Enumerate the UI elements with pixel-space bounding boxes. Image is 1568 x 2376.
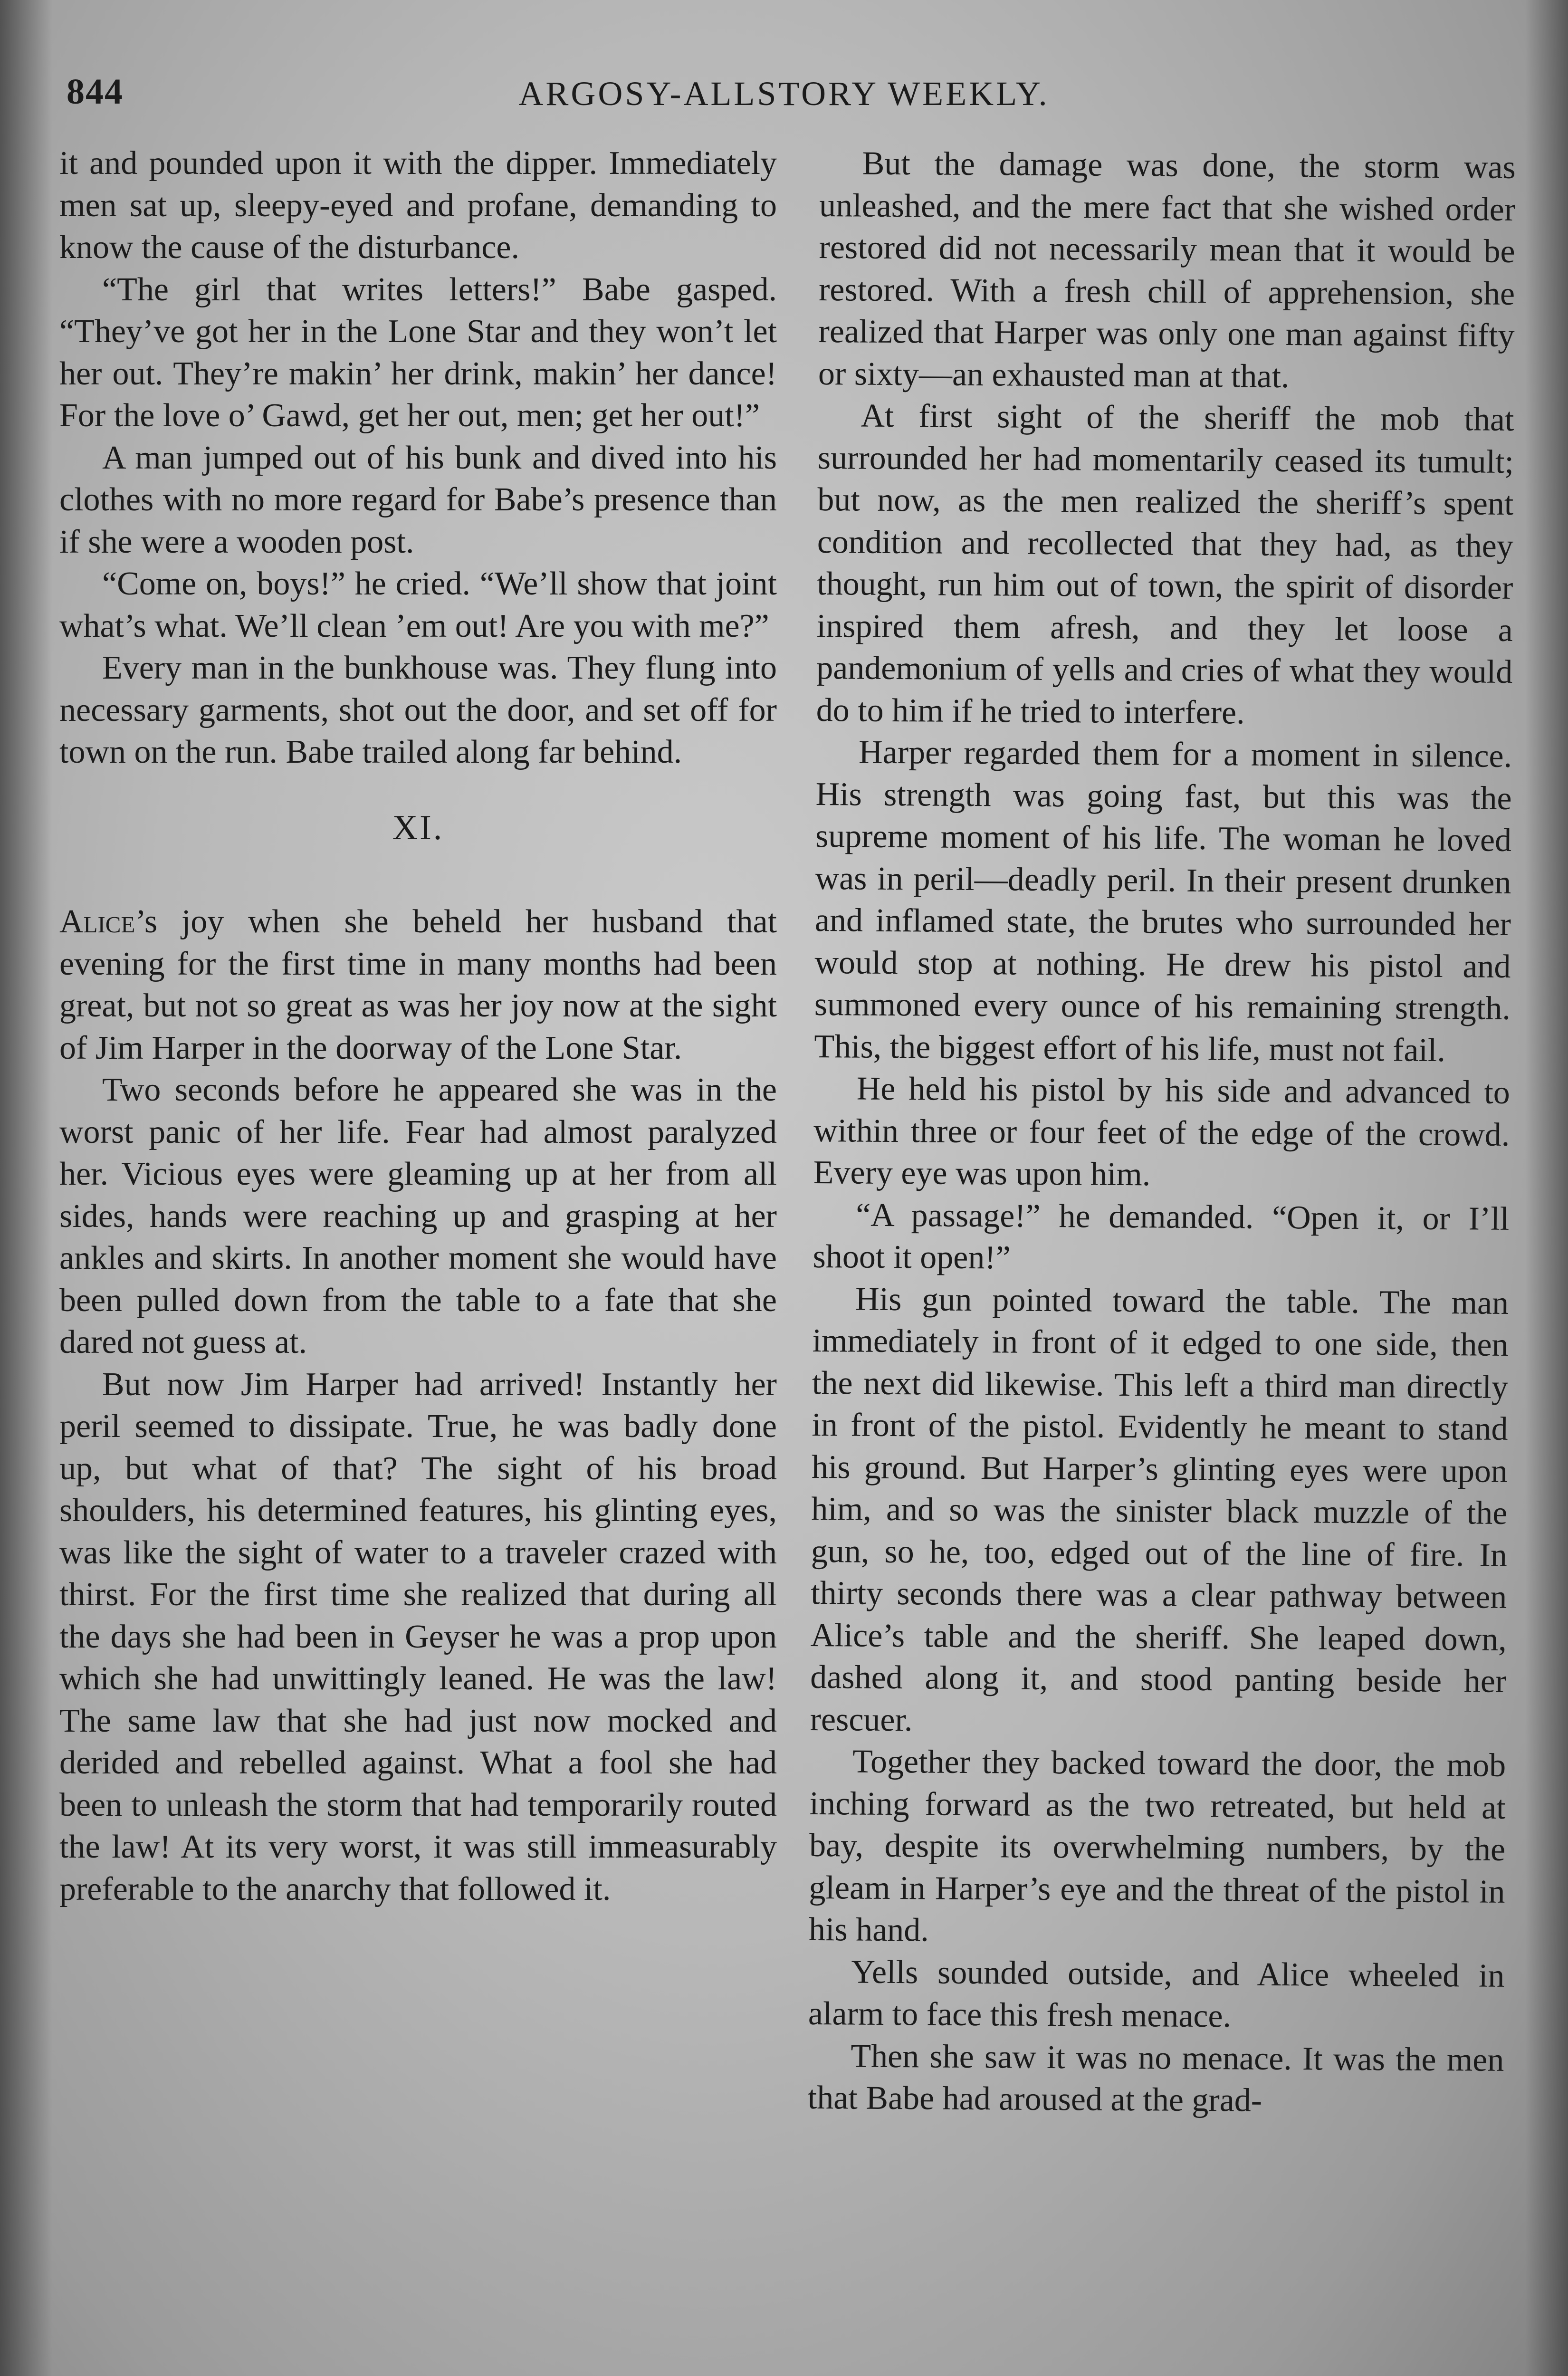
chapter-opening-paragraph: [59, 901, 777, 1069]
page-shadow-right: [1525, 0, 1568, 2376]
chapter-opening-text: ’s joy when she beheld her husband that evening for the first time in many months had been great, but not so great as was her joy now at the sight of Jim Harper in the doorway of the Lone Star.: [59, 903, 777, 1066]
paragraph: Together they backed toward the door, the mob inching forward as the two retreated, but held at bay, despite its overwhelming numbers, by the gleam in Harper’s eye and the threat of the pistol in his hand.: [808, 1743, 1506, 1949]
right-column: [808, 143, 1516, 2123]
paragraph: Harper regarded them for a moment in silence. His strength was going fast, but this was the supreme moment of his life. The woman he loved was in peril—deadly peril. In their present drunken and inflamed state, the brutes who surrounded her would stop at nothing. He drew his pistol and summoned every ounce of his remaining strength. This, the biggest effort of his life, must not fail.: [814, 734, 1512, 1069]
paragraph: “A passage!” he demanded. “Open it, or I’ll shoot it open!”: [813, 1197, 1510, 1276]
paragraph: Two seconds before he appeared she was in the worst panic of her life. Fear had almost paralyzed her. Vicious eyes were gleaming up at her from all sides, hands were reaching up and grasping at her ankles and skirts. In another moment she would have been pulled down from the table to a fate that she dared not guess at.: [59, 1072, 777, 1360]
paragraph: Yells sounded outside, and Alice wheeled in alarm to face this fresh menace.: [808, 1953, 1505, 2035]
paragraph: His gun pointed toward the table. The man immediately in front of it edged to one side, then the next did likewise. This left a third man directly in front of the pistol. Evidently he meant to stand his ground. But Harper’s glinting eyes were upon him, and so was the sinister black muzzle of the gun, so he, too, edged out of the line of fire. In thirty seconds there was a clear pathway between Alice’s table and the sheriff. She leaped down, dashed along it, and stood panting beside her rescuer.: [810, 1281, 1509, 1738]
left-column: [59, 143, 777, 1910]
paragraph: At first sight of the sheriff the mob that surrounded her had momentarily ceased its tumult; but now, as the men realized the sheriff’s spent condition and recollected that they had, as they thought, run him out of town, the spirit of disorder inspired them afresh, and they let loose a pandemonium of yells and cries of what they would do to him if he tried to interfere.: [816, 397, 1514, 731]
paragraph: A man jumped out of his bunk and dived into his clothes with no more regard for Babe’s presence than if she were a wooden post.: [59, 439, 777, 560]
paragraph: He held his pistol by his side and advanced to within three or four feet of the edge of the crowd. Every eye was upon him.: [813, 1070, 1511, 1193]
paragraph: But now Jim Harper had arrived! Instantly her peril seemed to dissipate. True, he was badly done up, but what of that? The sight of his broad shoulders, his determined features, his glinting eyes, was like the sight of water to a traveler crazed with thirst. For the first time she realized that during all the days she had been in Geyser he was a prop upon which she had unwittingly leaned. He was the law! The same law that she had just now mocked and derided and rebelled against. What a fool she had been to unleash the storm that had temporarily routed the law! At its very worst, it was still immeasurably preferable to the anarchy that followed it.: [59, 1366, 777, 1907]
paragraph: Then she saw it was no menace. It was the men that Babe had aroused at the grad-: [807, 2037, 1504, 2119]
page-shadow-left: [0, 0, 52, 2376]
chapter-first-word: Alice: [59, 903, 135, 940]
paragraph: “Come on, boys!” he cried. “We’ll show that joint what’s what. We’ll clean ’em out! Are you with me?”: [59, 565, 777, 644]
page-header: [67, 71, 1501, 128]
paragraph: But the damage was done, the storm was unleashed, and the mere fact that she wished order restored did not necessarily mean that it would be restored. With a fresh chill of apprehension, she realized that Harper was only one man against fifty or sixty—an exhausted man at that.: [818, 145, 1516, 395]
paragraph: it and pounded upon it with the dipper. Immediately men sat up, sleepy-eyed and profane, demanding to know the cause of the disturbance.: [59, 145, 777, 266]
page-number: 844: [67, 72, 124, 112]
paragraph: “The girl that writes letters!” Babe gasped. “They’ve got her in the Lone Star and they won’t let her out. They’re makin’ her drink, makin’ her dance! For the love o’ Gawd, get her out, men; get her out!”: [59, 271, 777, 434]
chapter-heading: XI.: [392, 808, 444, 847]
paragraph: Every man in the bunkhouse was. They flung into necessary garments, shot out the door, and set off for town on the run. Babe trailed along far behind.: [59, 650, 777, 770]
running-head: ARGOSY-ALLSTORY WEEKLY.: [518, 75, 1050, 113]
